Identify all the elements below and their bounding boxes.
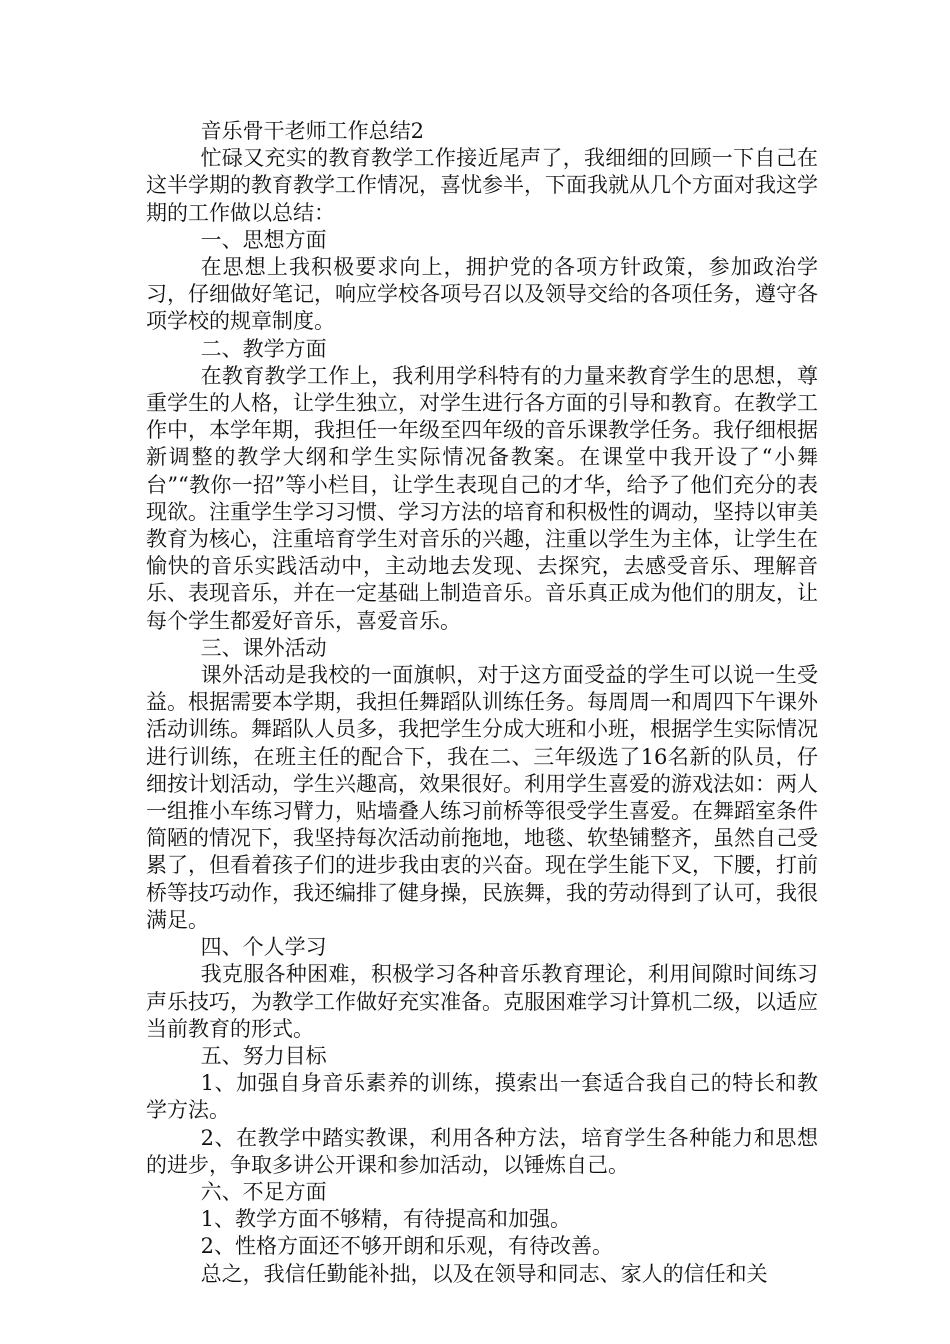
section-heading-teaching: 二、教学方面 (200, 336, 327, 361)
section-heading-study: 四、个人学习 (200, 935, 327, 960)
section-heading-shortcomings: 六、不足方面 (200, 1179, 327, 1204)
document-body (146, 118, 818, 1288)
goal-item-2: 2、在教学中踏实教课，利用各种方法，培育学生各种能力和思想的进步，争取多讲公开课和参加活动，以锤炼自己。 (146, 1125, 818, 1177)
goal-item-1: 1、加强自身音乐素养的训练，摸索出一套适合我自己的特长和教学方法。 (146, 1071, 818, 1123)
teaching-paragraph: 在教育教学工作上，我利用学科特有的力量来教育学生的思想，尊重学生的人格，让学生独立，对学生进行各方面的引导和教育。在教学工作中，本学年期，我担任一年级至四年级的音乐课教学任务。我仔细根据新调整的教学大纲和学生实际情况备教案。在课堂中我开设了“小舞台”“教你一招”等小栏目，让学生表现自己的才华，给予了他们充分的表现欲。注重学生学习习惯、学习方法的培育和积极性的调动，坚持以审美教育为核心，注重培育学生对音乐的兴趣，注重以学生为主体，让学生在愉快的音乐实践活动中，主动地去发现、去探究，去感受音乐、理解音乐、表现音乐，并在一定基础上制造音乐。音乐真正成为他们的朋友，让每个学生都爱好音乐，喜爱音乐。 (146, 363, 818, 633)
activities-paragraph: 课外活动是我校的一面旗帜，对于这方面受益的学生可以说一生受益。根据需要本学期，我担任舞蹈队训练任务。每周周一和周四下午课外活动训练。舞蹈队人员多，我把学生分成大班和小班，根据学生实际情况进行训练，在班主任的配合下，我在二、三年级选了16名新的队员，仔细按计划活动，学生兴趣高，效果很好。利用学生喜爱的游戏法如：两人一组推小车练习臂力，贴墙叠人练习前桥等很受学生喜爱。在舞蹈室条件简陋的情况下，我坚持每次活动前拖地，地毯、软垫铺整齐，虽然自己受累了，但看着孩子们的进步我由衷的兴奋。现在学生能下叉，下腰，打前桥等技巧动作，我还编排了健身操，民族舞，我的劳动得到了认可，我很满足。 (146, 663, 818, 932)
study-paragraph: 我克服各种困难，积极学习各种音乐教育理论，利用间隙时间练习声乐技巧，为教学工作做好充实准备。克服困难学习计算机二级，以适应当前教育的形式。 (146, 962, 818, 1041)
conclusion-paragraph: 总之，我信任勤能补拙，以及在领导和同志、家人的信任和关 (200, 1261, 768, 1286)
document-title: 音乐骨干老师工作总结2 (200, 119, 424, 143)
shortcoming-item-1: 1、教学方面不够精，有待提高和加强。 (200, 1207, 571, 1232)
intro-paragraph: 忙碌又充实的教育教学工作接近尾声了，我细细的回顾一下自己在这半学期的教育教学工作情况，喜忧参半，下面我就从几个方面对我这学期的工作做以总结： (146, 146, 818, 225)
shortcoming-item-2: 2、性格方面还不够开朗和乐观，有待改善。 (200, 1234, 613, 1259)
section-heading-thought: 一、思想方面 (200, 227, 327, 252)
section-heading-goals: 五、努力目标 (200, 1043, 327, 1068)
thought-paragraph: 在思想上我积极要求向上，拥护党的各项方针政策，参加政治学习，仔细做好笔记，响应学校各项号召以及领导交给的各项任务，遵守各项学校的规章制度。 (146, 255, 818, 334)
section-heading-activities: 三、课外活动 (200, 635, 327, 660)
